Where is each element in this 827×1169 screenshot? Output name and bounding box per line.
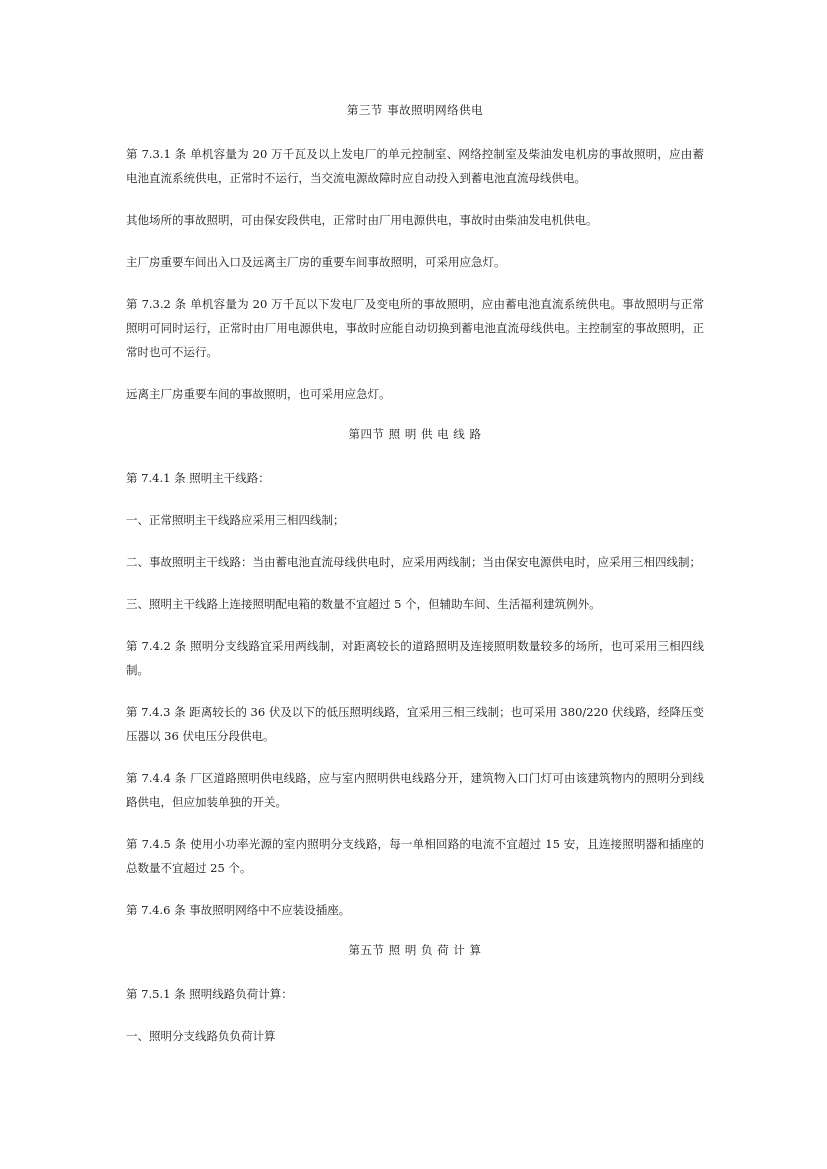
clause-paragraph: 一、正常照明主干线路应采用三相四线制； [126,513,345,527]
clause-paragraph: 第 7.3.1 条 单机容量为 20 万千瓦及以上发电厂的单元控制室、网络控制室及柴油发电机房的事故照明，应由蓄电池直流系统供电，正常时不运行，当交流电源故障时应自动投入到蓄电池直流母线供电。 [126,147,704,185]
clause-paragraph: 第 7.3.2 条 单机容量为 20 万千瓦以下发电厂及变电所的事故照明，应由蓄电池直流系统供电。事故照明与正常照明可同时运行，正常时由厂用电源供电，事故时应能自动切换到蓄电池直流母线供电。主控制室的事故照明，正常时也可不运行。 [126,297,704,359]
document-body [126,100,704,1066]
section-heading: 第四节 照 明 供 电 线 路 [348,427,482,441]
clause-paragraph: 三、照明主干线路上连接照明配电箱的数量不宜超过 5 个，但辅助车间、生活福利建筑例外。 [126,597,601,611]
section-heading: 第五节 照 明 负 荷 计 算 [348,943,482,957]
clause-paragraph: 第 7.4.6 条 事故照明网络中不应装设插座。 [126,903,351,917]
clause-paragraph: 第 7.4.1 条 照明主干线路： [126,471,270,485]
clause-paragraph: 第 7.4.3 条 距离较长的 36 伏及以下的低压照明线路，宜采用三相三线制；也可采用 380/220 伏线路，经降压变压器以 36 伏电压分段供电。 [126,705,704,743]
clause-paragraph: 第 7.4.2 条 照明分支线路宜采用两线制，对距离较长的道路照明及连接照明数量较多的场所，也可采用三相四线制。 [126,639,704,677]
clause-paragraph: 其他场所的事故照明，可由保安段供电，正常时由厂用电源供电，事故时由柴油发电机供电。 [126,213,598,227]
section-heading: 第三节 事故照明网络供电 [346,103,484,117]
clause-paragraph: 第 7.4.4 条 厂区道路照明供电线路，应与室内照明供电线路分开，建筑物入口门灯可由该建筑物内的照明分到线路供电，但应加装单独的开关。 [126,771,704,809]
section-3 [126,100,704,406]
section-5 [126,940,704,1048]
clause-paragraph: 主厂房重要车间出入口及远离主厂房的重要车间事故照明，可采用应急灯。 [126,255,506,269]
clause-paragraph: 第 7.4.5 条 使用小功率光源的室内照明分支线路，每一单相回路的电流不宜超过 15 安，且连接照明器和插座的总数量不宜超过 25 个。 [126,837,704,875]
clause-paragraph: 第 7.5.1 条 照明线路负荷计算： [126,987,293,1001]
clause-paragraph: 远离主厂房重要车间的事故照明，也可采用应急灯。 [126,387,391,401]
clause-paragraph: 二、事故照明主干线路：当由蓄电池直流母线供电时，应采用两线制；当由保安电源供电时，应采用三相四线制； [126,555,701,569]
clause-paragraph: 一、照明分支线路负负荷计算 [126,1029,276,1043]
section-4 [126,424,704,922]
